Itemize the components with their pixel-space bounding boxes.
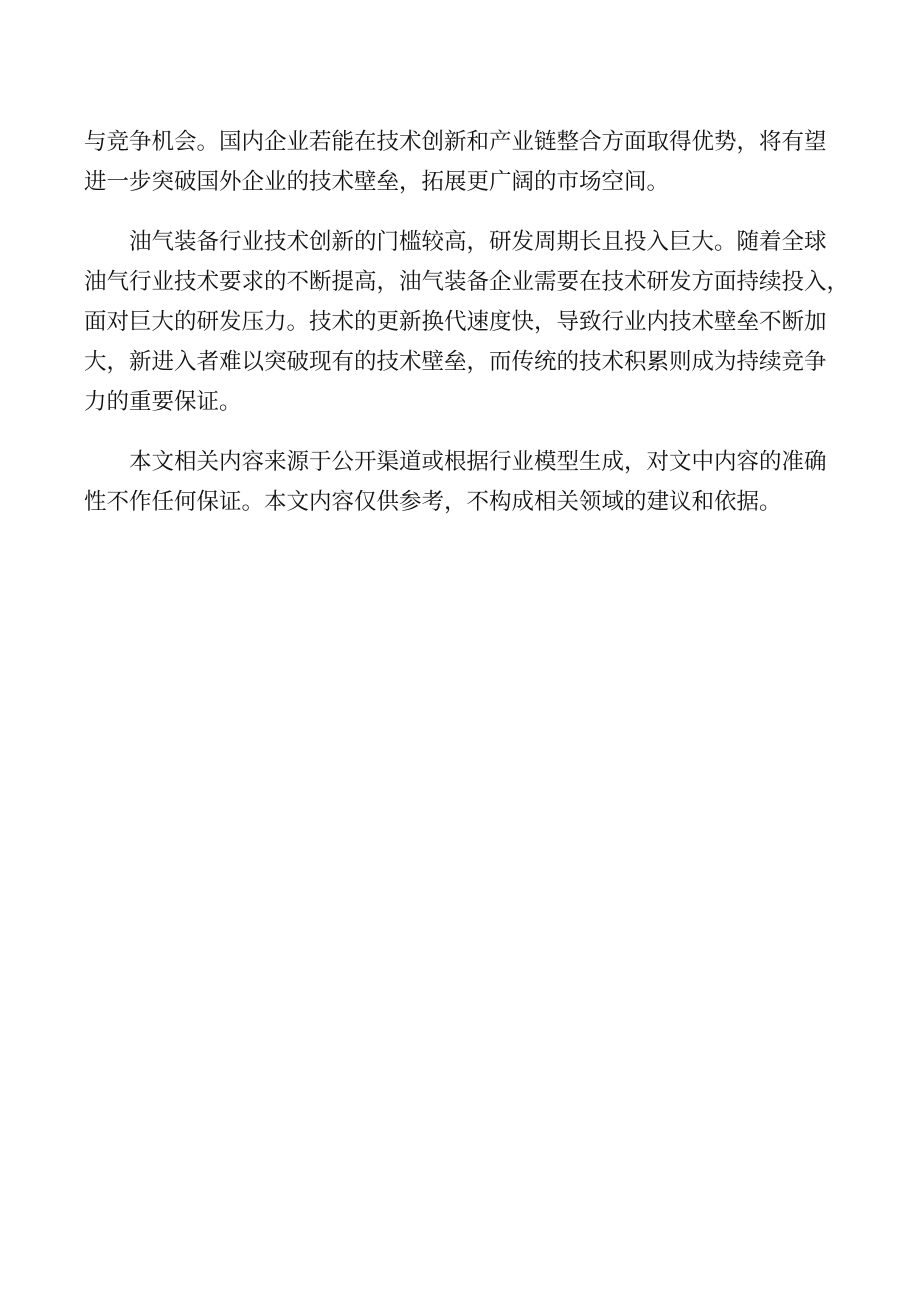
text-line: 进一步突破国外企业的技术壁垒，拓展更广阔的市场空间。 bbox=[84, 169, 670, 195]
text-line: 性不作任何保证。本文内容仅供参考，不构成相关领域的建议和依据。 bbox=[84, 489, 782, 515]
text-line: 面对巨大的研发压力。技术的更新换代速度快，导致行业内技术壁垒不断加 bbox=[84, 309, 827, 335]
text-line: 力的重要保证。 bbox=[84, 389, 242, 415]
text-line: 大，新进入者难以突破现有的技术壁垒，而传统的技术积累则成为持续竞争 bbox=[84, 349, 827, 375]
document-body bbox=[84, 122, 850, 522]
text-line: 本文相关内容来源于公开渠道或根据行业模型生成，对文中内容的准确 bbox=[129, 449, 827, 475]
text-line: 油气装备行业技术创新的门槛较高，研发周期长且投入巨大。随着全球 bbox=[129, 229, 827, 255]
paragraph-disclaimer bbox=[84, 442, 844, 522]
text-line: 与竞争机会。国内企业若能在技术创新和产业链整合方面取得优势，将有望 bbox=[84, 129, 827, 155]
paragraph-continuation bbox=[84, 122, 844, 202]
text-line: 油气行业技术要求的不断提高，油气装备企业需要在技术研发方面持续投入， bbox=[84, 269, 850, 295]
paragraph-tech-innovation bbox=[84, 222, 850, 422]
